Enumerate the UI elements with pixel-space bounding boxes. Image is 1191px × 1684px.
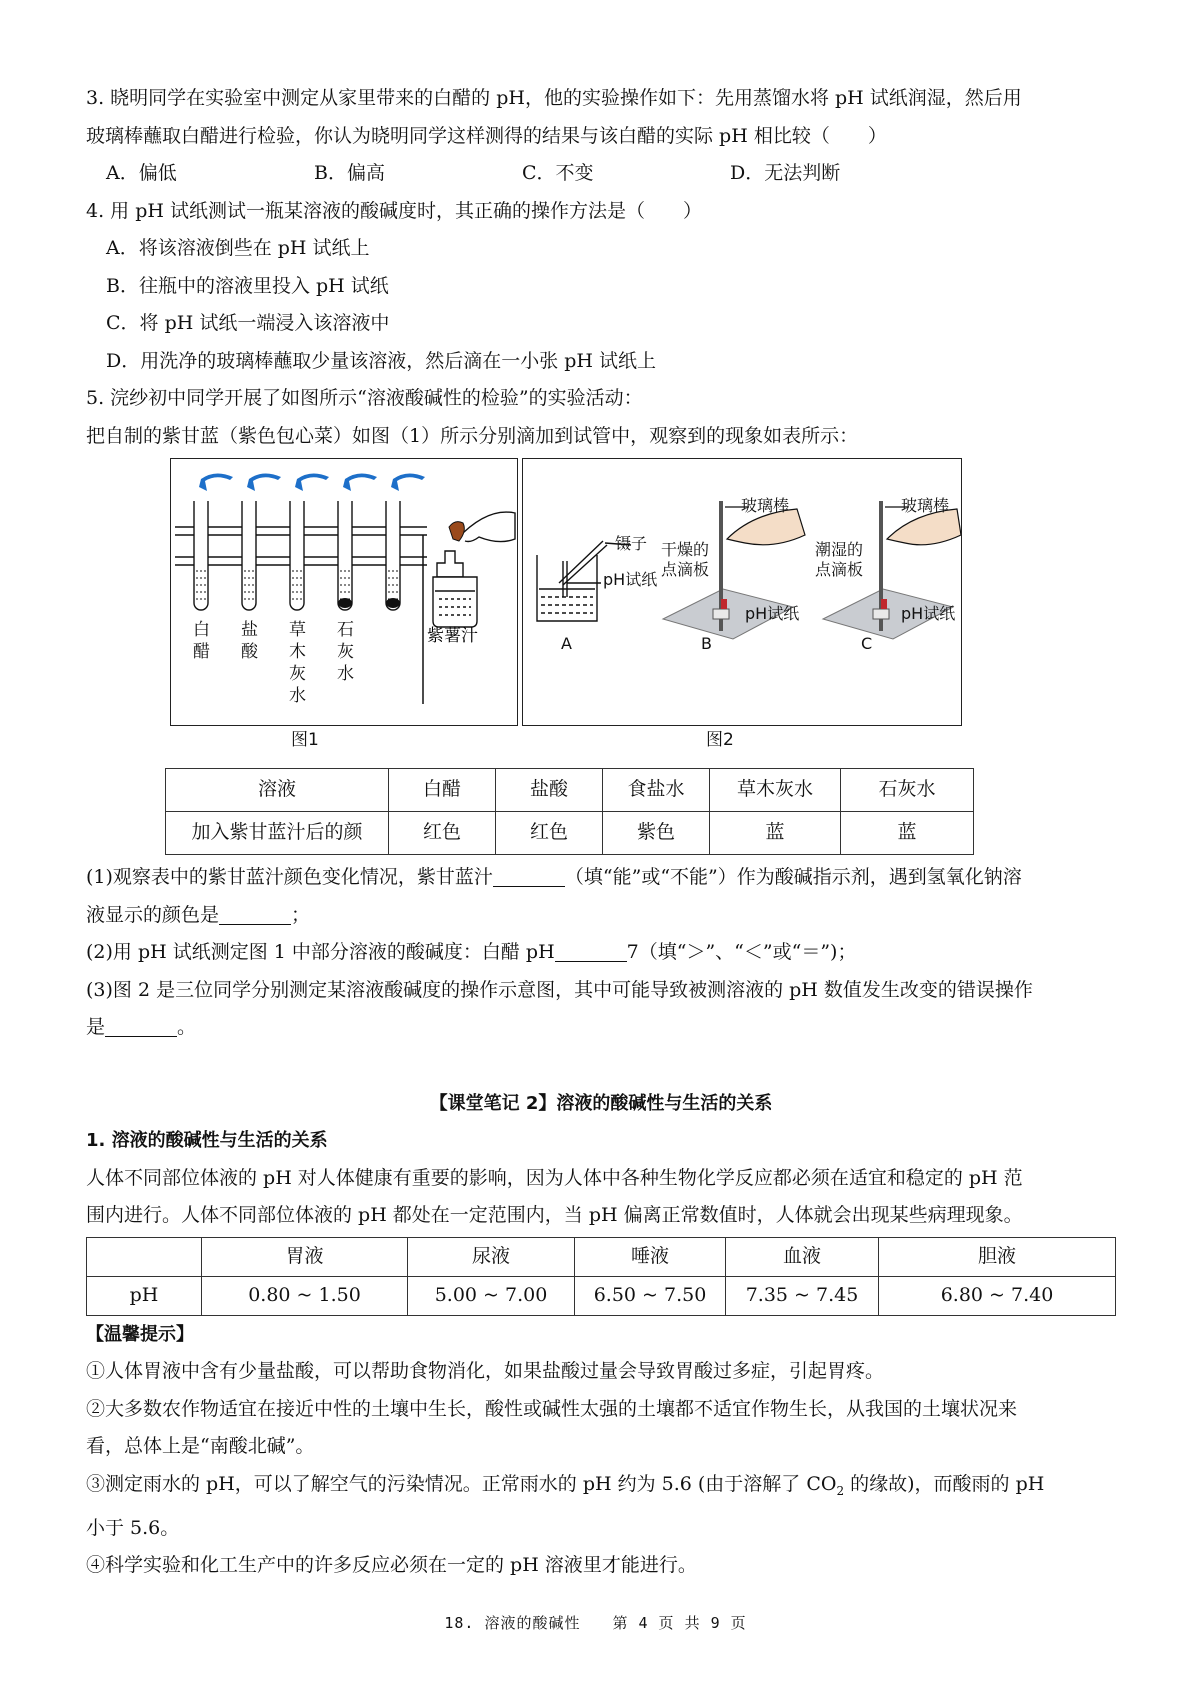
note-paragraph-line1: 人体不同部位体液的 pH 对人体健康有重要的影响，因为人体中各种生物化学反应都必须在适宜和稳定的 pH 范 bbox=[86, 1166, 1023, 1189]
test-tube bbox=[338, 501, 352, 610]
fig2-label-c: C bbox=[861, 634, 873, 653]
table-cell: 尿液 bbox=[408, 1237, 575, 1276]
table-cell: 红色 bbox=[496, 812, 603, 855]
table-cell: 加入紫甘蓝汁后的颜 bbox=[166, 812, 389, 855]
table-row bbox=[87, 1237, 1116, 1276]
table-cell: 石灰水 bbox=[841, 769, 974, 812]
figure-2-drawing bbox=[523, 459, 961, 725]
fig2-label-a: A bbox=[561, 634, 572, 653]
tip-4: ④科学实验和化工生产中的许多反应必须在一定的 pH 溶液里才能进行。 bbox=[86, 1554, 697, 1577]
page-content bbox=[86, 80, 1116, 1585]
q5-figures bbox=[86, 458, 1116, 768]
figure-1-drawing bbox=[171, 459, 517, 725]
q5-stem: 5. 浣纱初中同学开展了如图所示“溶液酸碱性的检验”的实验活动： bbox=[86, 387, 643, 409]
table-cell: 蓝 bbox=[710, 812, 841, 855]
dry-plate-label-1: 干燥的 bbox=[661, 540, 710, 559]
body-fluid-ph-table bbox=[86, 1237, 1116, 1316]
q3-option-d[interactable]: D．无法判断 bbox=[730, 162, 841, 184]
tube-label-char: 石 bbox=[337, 620, 354, 640]
dry-plate-label-2: 点滴板 bbox=[661, 560, 710, 579]
rod-label-b: 玻璃棒 bbox=[741, 496, 790, 515]
table-cell: 白醋 bbox=[389, 769, 496, 812]
table-row bbox=[87, 1276, 1116, 1315]
table-row bbox=[166, 812, 974, 855]
tube-label-char: 灰 bbox=[337, 642, 354, 662]
q4-option-a[interactable]: A．将该溶液倒些在 pH 试纸上 bbox=[106, 237, 370, 259]
q4-option-d[interactable]: D．用洗净的玻璃棒蘸取少量该溶液，然后滴在一小张 pH 试纸上 bbox=[106, 349, 657, 372]
table-cell: 溶液 bbox=[166, 769, 389, 812]
table-cell: 食盐水 bbox=[603, 769, 710, 812]
q4-option-c[interactable]: C．将 pH 试纸一端浸入该溶液中 bbox=[106, 312, 390, 334]
tube-label-char: 盐 bbox=[241, 620, 258, 640]
fig2-label-b: B bbox=[701, 634, 712, 653]
tube-label-char: 酸 bbox=[241, 642, 258, 662]
tube-label-char: 白 bbox=[193, 620, 210, 640]
paper-label-a: pH试纸 bbox=[603, 570, 658, 589]
cabbage-indicator-table bbox=[165, 768, 974, 855]
tube-label-char: 水 bbox=[289, 686, 306, 706]
q4-option-b[interactable]: B．往瓶中的溶液里投入 pH 试纸 bbox=[106, 274, 389, 297]
wet-plate-label-1: 潮湿的 bbox=[815, 540, 864, 559]
table-cell: 蓝 bbox=[841, 812, 974, 855]
table-cell: 6.80 ~ 7.40 bbox=[879, 1276, 1116, 1315]
answer-blank-4[interactable] bbox=[105, 1014, 177, 1037]
figure-1-caption: 图1 bbox=[291, 730, 319, 750]
tube-label-char: 灰 bbox=[289, 664, 306, 684]
table-cell: 胃液 bbox=[202, 1237, 408, 1276]
table-cell: 红色 bbox=[389, 812, 496, 855]
table-cell: 6.50 ~ 7.50 bbox=[575, 1276, 726, 1315]
figure-2-caption: 图2 bbox=[706, 730, 734, 750]
tip-1: ①人体胃液中含有少量盐酸，可以帮助食物消化，如果盐酸过量会导致胃酸过多症，引起胃疼。 bbox=[86, 1360, 885, 1382]
tip-3-line1: ③测定雨水的 pH，可以了解空气的污染情况。正常雨水的 pH 约为 5.6 (由于溶解了 $CO_2$ 的缘故)，而酸雨的 pH bbox=[86, 1472, 1045, 1498]
rod-label-c: 玻璃棒 bbox=[901, 496, 950, 515]
answer-blank-3[interactable] bbox=[555, 939, 627, 962]
test-tube bbox=[386, 501, 400, 610]
test-tube bbox=[194, 501, 208, 610]
q4-stem: 4. 用 pH 试纸测试一瓶某溶液的酸碱度时，其正确的操作方法是（ ） bbox=[86, 199, 702, 222]
table-row bbox=[166, 769, 974, 812]
q3-option-c[interactable]: C．不变 bbox=[522, 162, 594, 184]
tube-label-char: 木 bbox=[289, 642, 306, 662]
test-tube bbox=[242, 501, 256, 610]
tube-label-char: 醋 bbox=[193, 642, 210, 662]
q5-part2: (2)用 pH 试纸测定图 1 中部分溶液的酸碱度：白醋 pH 7（填“＞”、“＜”或“＝”)； bbox=[86, 941, 857, 963]
q5-part1-line2: 液显示的颜色是 ； bbox=[86, 903, 311, 926]
note-paragraph-line2: 围内进行。人体不同部位体液的 pH 都处在一定范围内，当 pH 偏离正常数值时，人体就会出现某些病理现象。 bbox=[86, 1204, 1023, 1226]
paper-label-b: pH试纸 bbox=[745, 604, 800, 623]
subsection-title: 1. 溶液的酸碱性与生活的关系 bbox=[86, 1130, 328, 1151]
table-cell: 草木灰水 bbox=[710, 769, 841, 812]
table-cell: 5.00 ~ 7.00 bbox=[408, 1276, 575, 1315]
tip-2-line1: ②大多数农作物适宜在接近中性的土壤中生长，酸性或碱性太强的土壤都不适宜作物生长，从我国的土壤状况来 bbox=[86, 1397, 1018, 1420]
wet-plate-label-2: 点滴板 bbox=[815, 560, 864, 579]
answer-blank-2[interactable] bbox=[219, 902, 291, 925]
table-cell: 胆液 bbox=[879, 1237, 1116, 1276]
q5-part3-line2: 是 。 bbox=[86, 1016, 197, 1038]
table-cell: 血液 bbox=[726, 1237, 879, 1276]
table-cell: 唾液 bbox=[575, 1237, 726, 1276]
bottle-label: 紫薯汁 bbox=[427, 626, 478, 646]
q3-options bbox=[86, 155, 1116, 193]
table-cell: 盐酸 bbox=[496, 769, 603, 812]
tip-3-line2: 小于 5.6。 bbox=[86, 1516, 180, 1539]
figure-1 bbox=[170, 458, 518, 726]
test-tube bbox=[290, 501, 304, 610]
q5-intro: 把自制的紫甘蓝（紫色包心菜）如图（1）所示分别滴加到试管中，观察到的现象如表所示： bbox=[86, 424, 859, 447]
figure-2 bbox=[522, 458, 962, 726]
page-footer: 18. 溶液的酸碱性 第 4 页 共 9 页 bbox=[444, 1614, 747, 1632]
q3-stem-line2: 玻璃棒蘸取白醋进行检验，你认为晓明同学这样测得的结果与该白醋的实际 pH 相比较（ ） bbox=[86, 124, 887, 147]
table-cell: 0.80 ~ 1.50 bbox=[202, 1276, 408, 1315]
tips-title: 【温馨提示】 bbox=[86, 1323, 194, 1345]
q3-stem-line1: 3. 晓明同学在实验室中测定从家里带来的白醋的 pH，他的实验操作如下：先用蒸馏水将 pH 试纸润湿，然后用 bbox=[86, 87, 1022, 109]
paper-label-c: pH试纸 bbox=[901, 604, 956, 623]
answer-blank-1[interactable] bbox=[493, 864, 565, 887]
table-cell: 7.35 ~ 7.45 bbox=[726, 1276, 879, 1315]
table-cell: pH bbox=[87, 1276, 202, 1315]
table-cell bbox=[87, 1237, 202, 1276]
tweezers-label: 镊子 bbox=[615, 534, 648, 553]
tip-2-line2: 看，总体上是“南酸北碱”。 bbox=[86, 1435, 315, 1457]
tube-label-char: 水 bbox=[337, 664, 354, 684]
q5-part3-line1: (3)图 2 是三位同学分别测定某溶液酸碱度的操作示意图，其中可能导致被测溶液的 pH 数值发生改变的错误操作 bbox=[86, 978, 1033, 1001]
q5-part1-line1: (1)观察表中的紫甘蓝汁颜色变化情况，紫甘蓝汁 （填“能”或“不能”）作为酸碱指示剂，遇到氢氧化钠溶 bbox=[86, 866, 1022, 888]
q3-option-a[interactable]: A．偏低 bbox=[106, 162, 177, 184]
section-title: 【课堂笔记 2】溶液的酸碱性与生活的关系 bbox=[429, 1092, 773, 1114]
tube-label-char: 草 bbox=[289, 620, 306, 640]
q3-option-b[interactable]: B．偏高 bbox=[314, 162, 385, 184]
table-cell: 紫色 bbox=[603, 812, 710, 855]
